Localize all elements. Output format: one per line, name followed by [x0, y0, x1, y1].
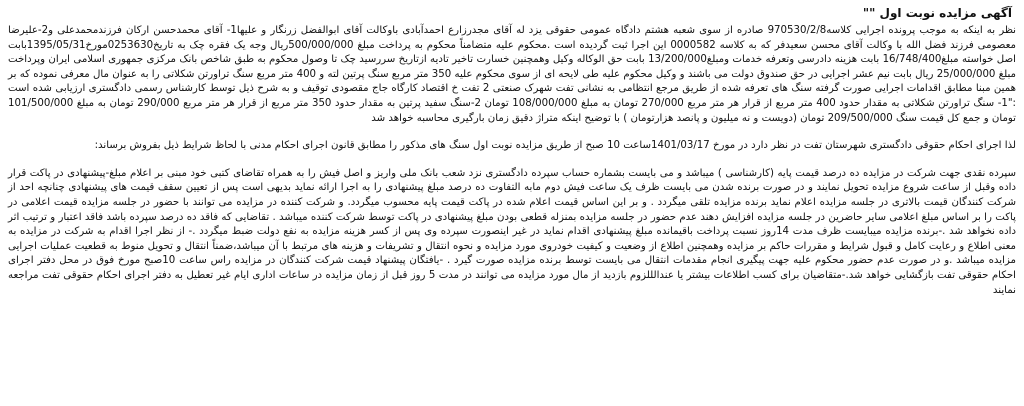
- paragraph-case-details: نظر به اینکه به موجب پرونده اجرایی کلاسه970530/2/8 صادره از سوی شعبه هشتم دادگاه عمومی حقوقی یزد له آقای مجدرزارع احمدآبادی باوکالت آقای ابوالفضل زرنگار و علیها1- آقای محمدحسن ارکان فرزندمحمدعلی و2-علیرضا معصومی فرزند فضل الله با وکالت آقای محسن سعیدفر که به کلاسه 0000582 این اجرا ثبت گردیده است .محکوم علیه متضامناً محکوم به پرداخت مبلغ 500/000/000ریال وجه یک فقره چک به تاریخ0253630مورخ1395/05/31بابت اصل خواسته مبلغ16/748/400 بابت هزینه دادرسی وتعرفه خدمات ومبلغ13/200/000 بابت حق الوکاله وکیل وهمچنین خسارت تاخیر تادیه ازتاریخ سررسید چک تا وصول محکوم به طبق شاخص بانک مرکزی جمهوری اسلامی ایران وپرداخت مبلغ 25/000/000 ریال بابت نیم عشر اجرایی در حق صندوق دولت می باشند و وکیل محکوم علیه طی لایحه ای از سوی محکوم علیه 350 متر مربع سنگ پرتین لته و 400 متر مربع سنگ تراورتن شکلاتی را به عنوان مال معرفی نموده که بر همین مبنا مطابق اقدامات اجرایی صورت گرفته سنگ های تعرفه شده از طریق مرجع انتظامی به نشانی تفت شهرک صنعتی 2 تفت خ اقتصاد کارگاه جاج مقصودی توقیف و به شرح ذیل توسط کارشناس رسمی دادگستری ارزیابی شده است :"1- سنگ تراورتن شکلاتی به مقدار حدود 400 متر مربع از قرار هر متر مربع 270/000 تومان به مبلغ 108/000/000 تومان 2-سنگ سفید پرتین به مقدار حدود 350 متر مربع از قرار هر متر مربع 290/000 تومان به مبلغ 101/500/000 تومان و جمع کل قیمت سنگ 209/500/000 تومان (دویست و نه میلیون و پانصد هزارتومان ) با توضیح اینکه متراژ دقیق زمان بارگیری محاسبه خواهد شد: [8, 25, 1017, 124]
- paragraph-spacer: [8, 154, 1016, 167]
- paragraph-auction-date: لذا اجرای احکام حقوقی دادگستری شهرستان تفت در نظر دارد در مورخ 1401/03/17ساعت 10 صبح از طریق مزایده نوبت اول سنگ های مذکور را مطابق قانون اجرای احکام مدنی با لحاظ شرایط ذیل بفروش برساند:: [94, 140, 1016, 152]
- notice-title: آگهی مزایده نوبت اول "": [862, 6, 1012, 20]
- paragraph-auction-conditions: سپرده نقدی جهت شرکت در مزایده ده درصد قیمت پایه (کارشناسی ) میباشد و می بایست بشماره حساب سپرده دادگستری نزد شعب بانک ملی واریز و اصل فیش را به همراه تقاضای کتبی خود مبنی بر اعلام مبلغ-پیشنهادی در پاکت قرار داده وقبل از ساعت شروع مزایده تحویل نمایند و در صورت برنده شدن می بایست ظرف یک ساعت فیش دوم مابه التفاوت ده درصد مبلغ پیشنهادی را به اجرا ارائه نماید بدیهی است پس از تعیین سقف قیمت های پیشنهادی چنانچه احد از شرکت کنندگان قیمت بالاتری در جلسه مزایده اعلام نماید برنده مزایده تلقی میگردد . و بر این اساس قیمت اعلام شده در پاکت قیمت پایه محسوب میگردد. و شرکت کننده در مزایده می توانند با حضور در جلسه مزایده قیمت اعلامی در پاکت را بر اساس مبلغ اعلامی سایر حاضرین در جلسه مزایده افزایش دهند عدم حضور در جلسه مزایده بمنزله قطعی بودن مبلغ پیشنهادی در پاکت توسط شرکت کننده میباشد . تقاضایی که فاقد ده درصد سپرده باشد فاقد اعتبار و ترتیب اثر داده نخواهد شد .-برنده مزایده میبایست ظرف مدت 14روز نسبت پرداخت باقیمانده مبلغ پیشنهادی اقدام نماید در غیر اینصورت سپرده وی پس از کسر هزینه مزایده به نفع دولت ضبط میگردد .- از نظر اجرا اقدام به شرکت در مزایده به معنی اطلاع و رعایت کامل و قبول شرایط و مقررات حاکم بر مزایده وهمچنین اطلاع از وضعیت و کیفیت خودروی مورد مزایده و نحوه انتقال و تشریفات و هزینه های مرتبط با آن میباشد،ضمناً انتقال و تحویل منوط به قطعیت عملیات اجرایی مزایده میباشد .و در صورت عدم حضور محکوم علیه جهت پیگیری انجام مقدمات انتقال می بایست توسط برنده مزایده صورت گیرد . -یافتگان پیشنهاد قیمت شرکت کنندگان در مزایده راس ساعت 10صبح مورخ فوق در محل دفتر اجرای احکام حقوقی تفت بازگشایی خواهد شد.-متقاضیان برای کسب اطلاعات بیشتر یا عندالللزوم بازدید از مال مورد مزایده می توانند در مدت 5 روز قبل از زمان مزایده در ساعات اداری ایام غیر تعطیل به دفتر اجرای احکام حقوقی تفت مراجعه نمایند: [8, 167, 1017, 296]
- paragraph-spacer: [8, 126, 1016, 139]
